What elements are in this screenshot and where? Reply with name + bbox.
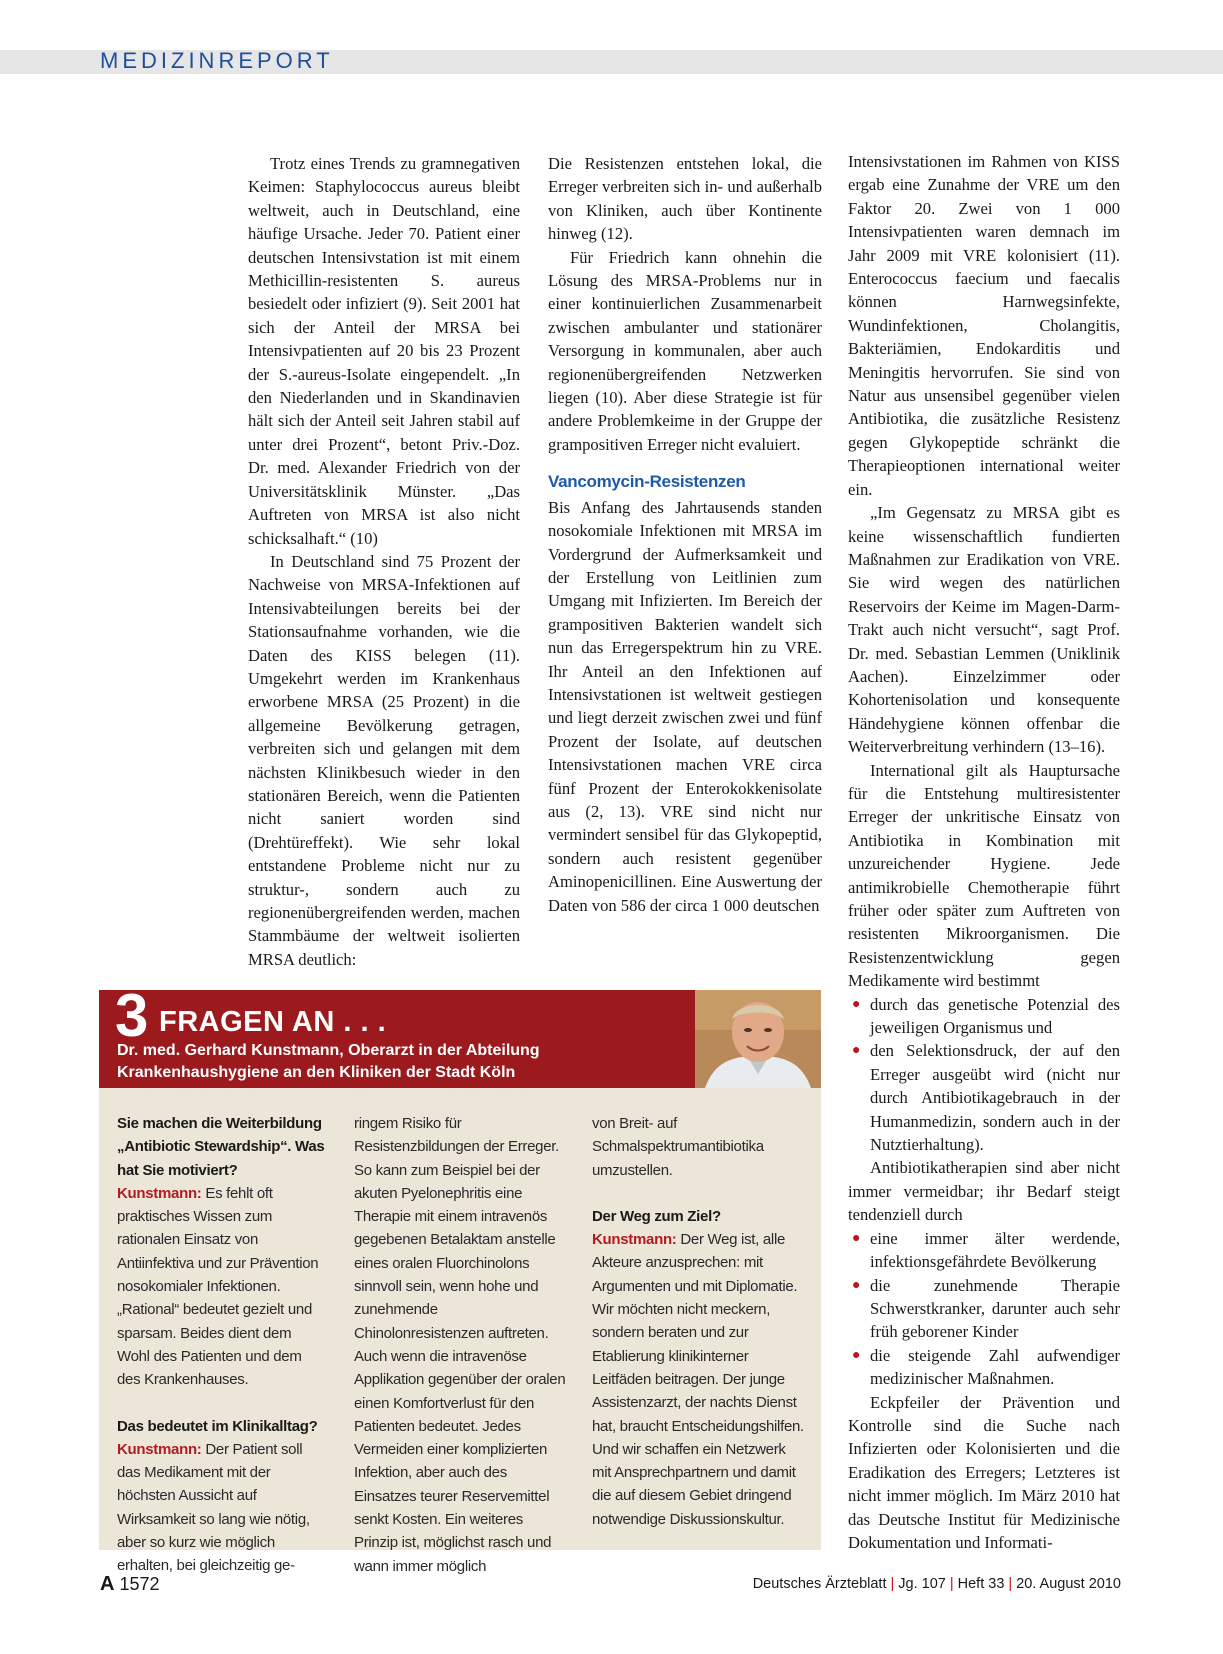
answer: Kunstmann: Der Patient soll das Medikament mit der höchsten Aussicht auf Wirksamkeit so lang wie nötig, aber so kurz wie möglich erhalten, bei gleichzeitig ge- [117, 1440, 310, 1575]
bullet-icon: ● [852, 1277, 861, 1293]
paragraph: „Im Gegensatz zu MRSA gibt es keine wissenschaftlich fundierten Maßnahmen zur Eradikation von VRE. Sie wird wegen des natürlichen Reservoirs der Keime im Magen-Darm-Trakt auch nicht versucht“, sagt Prof. Dr. med. Sebastian Lemmen (Uniklinik Aachen). Einzelzimmer oder Kohortenisolation und konsequente Händehygiene können offenbar die Weiterverbreitung verhindern (13–16). [848, 503, 1120, 757]
article-column-1 [248, 152, 520, 971]
question: Der Weg zum Ziel? [592, 1207, 721, 1225]
bullet-icon: ● [852, 1347, 861, 1363]
list-item: ● eine immer älter werdende, infektionsgefährdete Bevölkerung [848, 1227, 1120, 1274]
article-column-3 [848, 150, 1120, 1554]
paragraph: Für Friedrich kann ohnehin die Lösung des MRSA-Problems nur in einer kontinuierlichen Zusammenarbeit zwischen ambulanter und stationärer Versorgung in kommunalen, aber auch regionenübergreifenden Netzwerken liegen (10). Aber diese Strategie ist für andere Problemkeime in der Gruppe der grampositiven Erreger nicht evaluiert. [548, 247, 822, 454]
bullet-icon: ● [852, 1043, 861, 1059]
answer: Kunstmann: Der Weg ist, alle Akteure anzusprechen: mit Argumenten und mit Diplomatie. Wir möchten nicht meckern, sondern beraten und zur Etablierung klinikinterner Leitfäden beitragen. Der junge Assistenzarzt, der nachts Dienst hat, braucht Entscheidungshilfen. Und wir schaffen ein Netzwerk mit Ansprechpartnern und damit die auf diesem Gebiet dringend notwendige Diskussionskultur. [592, 1231, 804, 1528]
answer-continued: von Breit- auf Schmalspektrumantibiotika umzustellen. [592, 1115, 764, 1179]
journal-info: Deutsches Ärzteblatt | Jg. 107 | Heft 33 | 20. August 2010 [752, 1576, 1121, 1592]
bullet-icon: ● [852, 1230, 861, 1246]
paragraph: Die Resistenzen entstehen lokal, die Erreger verbreiten sich in- und außerhalb von Kliniken, auch über Kontinente hinweg (12). [548, 154, 822, 244]
list-item: ● durch das genetische Potenzial des jeweiligen Organismus und [848, 993, 1120, 1040]
question: Sie machen die Weiterbildung „Antibiotic Stewardship“. Was hat Sie motiviert? [117, 1115, 325, 1179]
paragraph: Antibiotikatherapien sind aber nicht immer vermeidbar; ihr Bedarf steigt tendenziell durch [848, 1158, 1120, 1225]
bullet-icon: ● [852, 996, 861, 1012]
interview-title: FRAGEN AN . . . [159, 1006, 387, 1038]
interview-column-1 [117, 1112, 327, 1578]
paragraph: International gilt als Hauptursache für die Entstehung multiresistenter Erreger der unkritische Einsatz von Antibiotika in Kombination mit unzureichender Hygiene. Jede antimikrobielle Chemotherapie führt früher oder später zum Auftreten von resistenten Mikroorganismen. Die Resistenzentwicklung gegen Medikamente wird bestimmt [848, 760, 1120, 991]
subheading: Vancomycin-Resistenzen [548, 472, 746, 492]
speaker-label: Kunstmann: [117, 1184, 202, 1202]
paragraph: Intensivstationen im Rahmen von KISS ergab eine Zunahme der VRE um den Faktor 20. Zwei von 1 000 Intensivpatienten waren demnach im Jahr 2009 mit VRE kolonisiert (11). Enterococcus faecium und faecalis können Harnwegsinfekte, Wundinfektionen, Cholangitis, Bakteriämien, Endokarditis und Meningitis hervorrufen. Sie sind von Natur aus unsensibel gegenüber vielen Antibiotika, die zusätzliche Resistenz gegen Glykopeptide schränkt die Therapieoptionen international weiter ein. [848, 152, 1120, 499]
interview-number: 3 [115, 982, 149, 1049]
answer-continued: ringem Risiko für Resistenzbildungen der Erreger. So kann zum Beispiel bei der akuten Pyelonephritis eine Therapie mit einem intravenös gegebenen Betalaktam anstelle eines oralen Fluorchinolons sinnvoll sein, wenn hohe und zunehmende Chinolonresistenzen auftreten. Auch wenn die intravenöse Applikation gegenüber der oralen einen Komfortverlust für den Patienten bedeutet. Jedes Vermeiden einer komplizierten Infektion, aber auch des Einsatzes teurer Reservemittel senkt Kosten. Ein weiteres Prinzip ist, möglichst rasch und wann immer möglich [354, 1115, 566, 1575]
paragraph: In Deutschland sind 75 Prozent der Nachweise von MRSA-Infektionen auf Intensivabteilungen bereits bei der Stationsaufnahme vorhanden, wie die Daten des KISS belegen (11). Umgekehrt werden im Krankenhaus erworbene MRSA (25 Prozent) in die allgemeine Bevölkerung getragen, verbreiten sich und gelangen mit dem nächsten Klinikbesuch wieder in den stationären Bereich, wenn die Patienten nicht saniert worden sind (Drehtüreffekt). Wie sehr lokal entstandene Probleme nicht nur zu struktur-, sondern auch zu regionenübergreifenden werden, machen Stammbäume der weltweit isolierten MRSA deutlich: [248, 551, 520, 969]
interview-column-2 [354, 1112, 566, 1578]
list-item: ● die zunehmende Therapie Schwerstkranker, darunter auch sehr früh geborener Kinder [848, 1274, 1120, 1344]
paragraph: Trotz eines Trends zu gramnegativen Keimen: Staphylococcus aureus bleibt weltweit, auch in Deutschland, eine häufige Ursache. Jeder 70. Patient einer deutschen Intensivstation ist mit einem Methicillin-resistenten S. aureus besiedelt oder infiziert (9). Seit 2001 hat sich der Anteil der MRSA bei Intensivpatienten auf 20 bis 23 Prozent der S.-aureus-Isolate eingependelt. „In den Niederlanden und in Skandinavien hält sich der Anteil seit Jahren stabil auf unter drei Prozent“, betont Priv.-Doz. Dr. med. Alexander Friedrich von der Universitätsklinik Münster. „Das Auftreten von MRSA ist also nicht schicksalhaft.“ (10) [248, 154, 520, 548]
speaker-label: Kunstmann: [592, 1231, 677, 1249]
interview-column-3 [592, 1112, 804, 1531]
list-item: ● den Selektionsdruck, der auf den Erreger ausgeübt wird (nicht nur durch Antibiotikagebrauch in der Humanmedizin, sondern auch in der Nutztierhaltung). [848, 1039, 1120, 1156]
interview-header [99, 982, 695, 1088]
interview-subtitle: Dr. med. Gerhard Kunstmann, Oberarzt in der Abteilung Krankenhaushygiene an den Kliniken der Stadt Köln [117, 1042, 540, 1081]
speaker-label: Kunstmann: [117, 1440, 202, 1458]
article-column-2 [548, 152, 822, 917]
portrait-photo [695, 990, 821, 1088]
section-title: MEDIZINREPORT [100, 48, 334, 73]
page-number: A 1572 [100, 1573, 160, 1595]
paragraph: Eckpfeiler der Prävention und Kontrolle sind die Suche nach Infizierten oder Kolonisierten und die Eradikation des Erregers; Letzteres ist nicht immer möglich. Im März 2010 hat das Deutsche Institut für Medizinische Dokumentation und Informati- [848, 1392, 1120, 1552]
list-item: ● die steigende Zahl aufwendiger medizinischer Maßnahmen. [848, 1344, 1120, 1391]
answer: Kunstmann: Es fehlt oft praktisches Wissen zum rationalen Einsatz von Antiinfektiva und zur Prävention nosokomialer Infektionen. „Rational“ bedeutet gezielt und sparsam. Beides dient dem Wohl des Patienten und dem des Krankenhauses. [117, 1184, 319, 1389]
paragraph: Bis Anfang des Jahrtausends standen nosokomiale Infektionen mit MRSA im Vordergrund der Aufmerksamkeit und der Erstellung von Leitlinien zum Umgang mit Infizierten. Im Bereich der grampositiven Bakterien wandelt sich nun das Erregerspektrum hin zu VRE. Ihr Anteil an den Infektionen auf Intensivstationen ist weltweit gestiegen und liegt derzeit zwischen zwei und fünf Prozent der Isolate, auf deutschen Intensivstationen machen VRE circa fünf Prozent der Enterokokkenisolate aus (2, 13). VRE sind nicht nur vermindert sensibel für das Glykopeptid, sondern auch resistent gegenüber Aminopenicillinen. Eine Auswertung der Daten von 586 der circa 1 000 deutschen [548, 497, 822, 915]
question: Das bedeutet im Klinikalltag? [117, 1417, 318, 1435]
